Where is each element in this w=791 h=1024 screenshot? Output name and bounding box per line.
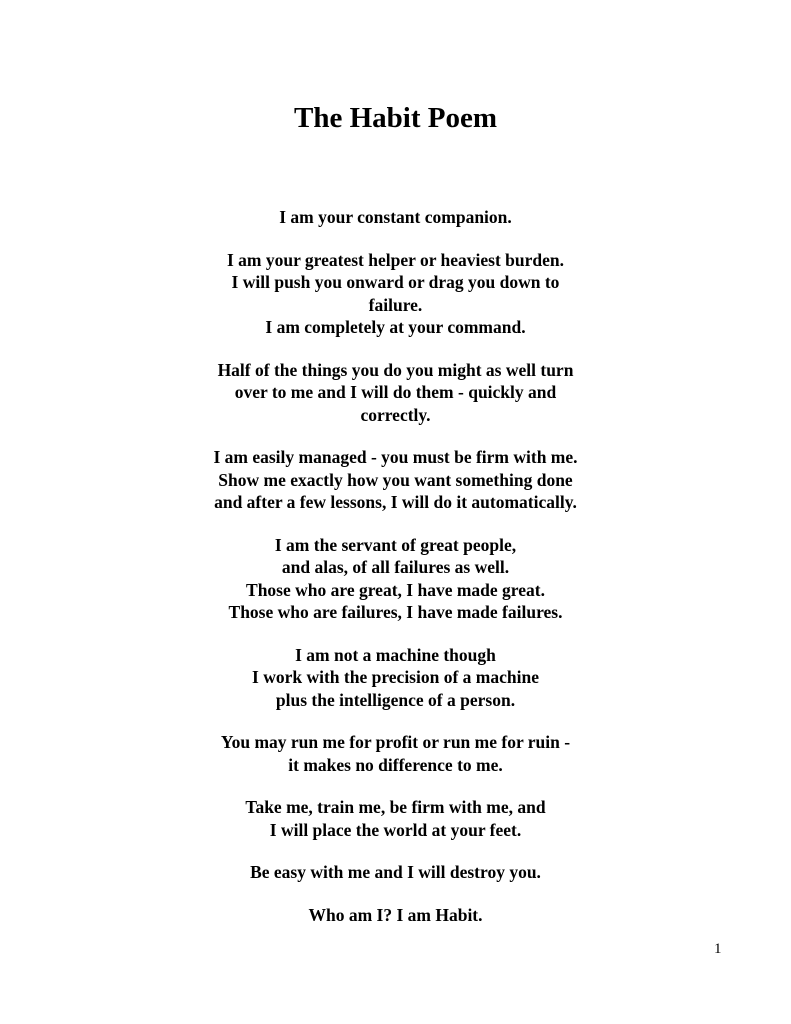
poem-line: I am your constant companion. — [279, 207, 512, 227]
poem-line: and after a few lessons, I will do it automatically. — [214, 492, 577, 512]
poem-stanza — [0, 206, 791, 229]
poem-line: Be easy with me and I will destroy you. — [250, 862, 541, 882]
poem-stanza — [0, 904, 791, 927]
poem-line: Take me, train me, be firm with me, and — [245, 797, 546, 817]
poem-line: Show me exactly how you want something done — [218, 469, 573, 490]
poem-stanza — [0, 796, 791, 841]
poem-line: Who am I? I am Habit. — [308, 904, 483, 925]
poem-stanza — [0, 861, 791, 884]
poem-line: I will place the world at your feet. — [269, 819, 522, 840]
poem-line: You may run me for profit or run me for ruin - — [220, 732, 571, 752]
poem-line: I will push you onward or drag you down to — [231, 272, 560, 292]
poem-stanza — [0, 644, 791, 712]
poem-line: I am easily managed - you must be firm with me. — [213, 447, 578, 467]
poem-body — [0, 206, 791, 946]
poem-line: Those who are great, I have made great. — [246, 579, 545, 600]
poem-line: and alas, of all failures as well. — [281, 557, 510, 577]
poem-line: plus the intelligence of a person. — [275, 689, 516, 710]
poem-line: it makes no difference to me. — [288, 754, 503, 775]
poem-line: failure. — [368, 294, 423, 315]
poem-stanza — [0, 534, 791, 624]
poem-line: I am the servant of great people, — [274, 534, 517, 555]
page-title: The Habit Poem — [294, 102, 497, 134]
poem-line: correctly. — [360, 404, 431, 425]
poem-stanza — [0, 249, 791, 339]
poem-line: I am your greatest helper or heaviest burden. — [226, 249, 565, 270]
poem-line: I am completely at your command. — [265, 317, 526, 337]
poem-line: Half of the things you do you might as well turn — [217, 359, 574, 380]
poem-line: over to me and I will do them - quickly and — [234, 382, 557, 402]
poem-stanza — [0, 731, 791, 776]
poem-line: Those who are failures, I have made failures. — [228, 602, 563, 622]
poem-stanza — [0, 359, 791, 427]
poem-line: I work with the precision of a machine — [252, 667, 539, 687]
poem-stanza — [0, 446, 791, 514]
page-number: 1 — [714, 941, 722, 957]
poem-line: I am not a machine though — [295, 644, 496, 665]
